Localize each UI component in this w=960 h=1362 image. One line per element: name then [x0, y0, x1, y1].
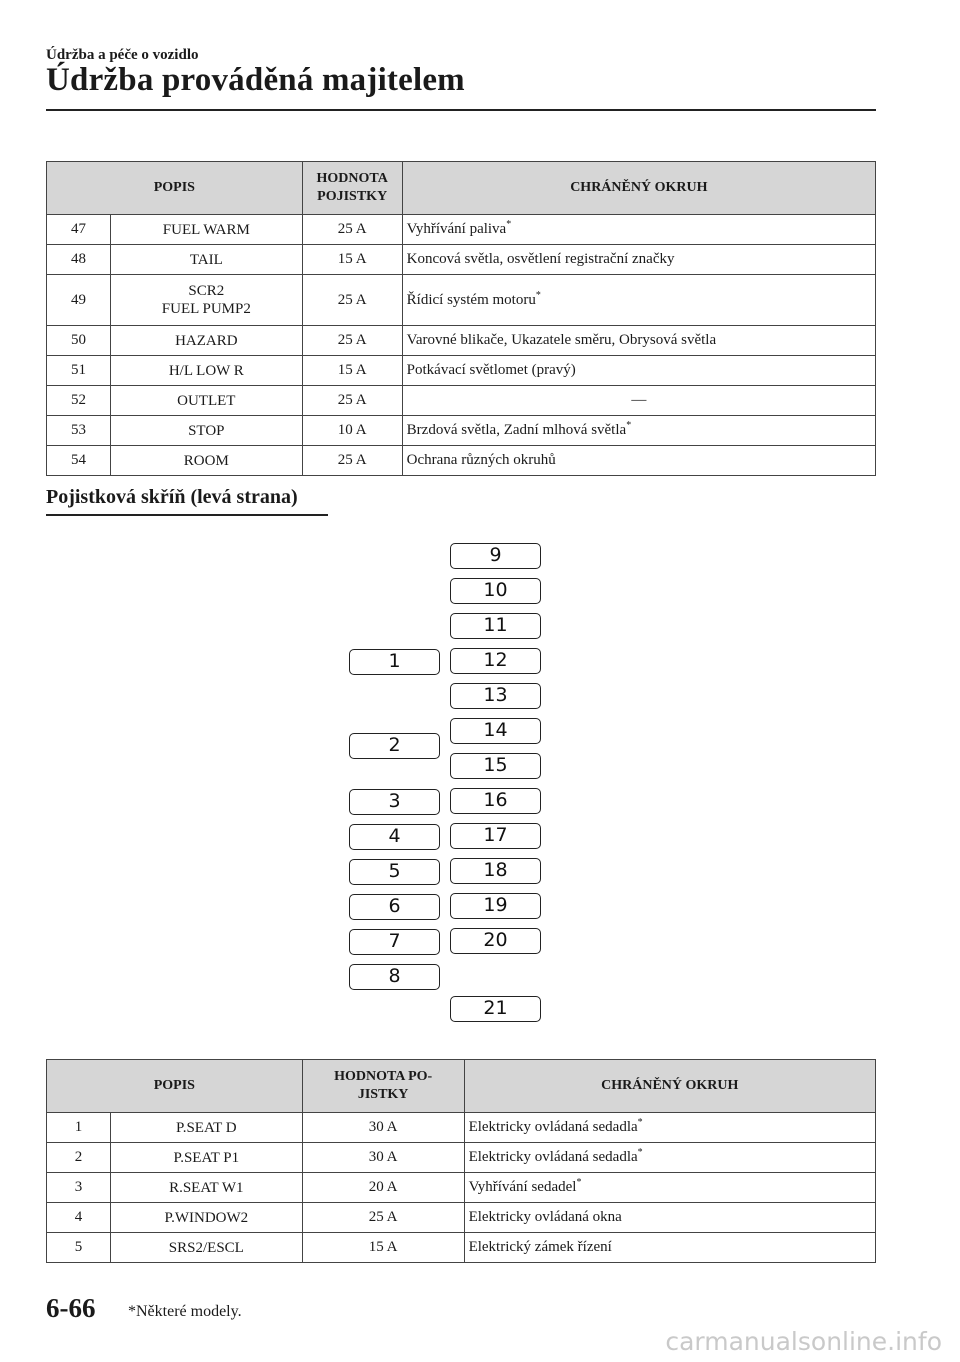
- fuse-slot-18: 18: [450, 858, 541, 884]
- fuse-number-text: 3: [74, 1179, 83, 1195]
- fuse-description: [110, 245, 302, 275]
- fuse-number: [47, 1143, 111, 1173]
- fuse-description-text: P.SEAT P1: [173, 1149, 240, 1166]
- fuse-slot-8: 8: [349, 964, 440, 990]
- fuse-description-text: ROOM: [183, 452, 229, 469]
- fuse-number: [47, 326, 111, 356]
- fuse-rating: [302, 356, 402, 386]
- fuse-slot-3: 3: [349, 789, 440, 815]
- fuse-number: [47, 446, 111, 476]
- fuse-slot-16: 16: [450, 788, 541, 814]
- fuse-slot-17: 17: [450, 823, 541, 849]
- fuse-description: [110, 1233, 302, 1263]
- fuse-rating-text: 25 A: [337, 221, 367, 237]
- protected-circuit-text: Brzdová světla, Zadní mlhová světla: [406, 422, 627, 438]
- fuse-slot-19: 19: [450, 893, 541, 919]
- fuse-number: [47, 1233, 111, 1263]
- protected-circuit: [402, 245, 875, 275]
- fuse-rating: [302, 446, 402, 476]
- fuse-description-text: OUTLET: [177, 392, 236, 409]
- fuse-slot-15: 15: [450, 753, 541, 779]
- fuse-description-text: TAIL: [189, 251, 223, 268]
- fuse-rating: [302, 1173, 464, 1203]
- fuse-description: [110, 1173, 302, 1203]
- table-row: [47, 326, 876, 356]
- fuse-number: [47, 1203, 111, 1233]
- table-row: [47, 356, 876, 386]
- protected-circuit-text: Řídicí systém motoru: [406, 291, 536, 308]
- protected-circuit: [402, 356, 875, 386]
- fuse-number-text: 52: [70, 392, 86, 408]
- fuse-slot-2: 2: [349, 733, 440, 759]
- fuse-description-text: STOP: [188, 422, 225, 439]
- fuse-number: [47, 215, 111, 245]
- fuse-rating-text: 30 A: [368, 1149, 398, 1165]
- fuse-slot-1: 1: [349, 649, 440, 675]
- fuse-rating-text: 25 A: [337, 332, 367, 348]
- fuse-rating-text: 15 A: [337, 362, 367, 378]
- fuse-description: [110, 386, 302, 416]
- fuse-rating: [302, 1143, 464, 1173]
- table-row: [47, 275, 876, 326]
- fuse-number-text: 48: [70, 251, 86, 267]
- fuse-number-text: 51: [70, 362, 86, 378]
- fuse-slot-10: 10: [450, 578, 541, 604]
- fuse-number-text: 5: [74, 1239, 83, 1255]
- protected-circuit-text: Potkávací světlomet (pravý): [406, 362, 576, 378]
- header-rating: HODNOTA POJISTKY: [302, 162, 402, 215]
- header-rating: HODNOTA PO- JISTKY: [302, 1060, 464, 1113]
- header-description: POPIS: [47, 1060, 303, 1113]
- fuse-number: [47, 1113, 111, 1143]
- heading-underline: [46, 514, 328, 516]
- protected-circuit-text: Vyhřívání paliva: [406, 221, 507, 237]
- fuse-rating-text: 25 A: [337, 291, 367, 308]
- fuse-rating: [302, 1203, 464, 1233]
- fuse-number-text: 1: [74, 1119, 83, 1135]
- fuse-rating-text: 10 A: [337, 422, 367, 438]
- fuse-number: [47, 1173, 111, 1203]
- fuse-description-text: H/L LOW R: [168, 362, 244, 379]
- fuse-number: [47, 275, 111, 326]
- fuse-description-text: SCR2 FUEL PUMP2: [161, 283, 251, 317]
- table-row: [47, 215, 876, 245]
- header-description: POPIS: [47, 162, 303, 215]
- fuse-slot-14: 14: [450, 718, 541, 744]
- fuse-number: [47, 386, 111, 416]
- protected-circuit-text: Elektricky ovládaná sedadla: [468, 1119, 638, 1135]
- fuse-slot-6: 6: [349, 894, 440, 920]
- table-row: [47, 1203, 876, 1233]
- fuse-slot-9: 9: [450, 543, 541, 569]
- fuse-number-text: 2: [74, 1149, 83, 1165]
- fuse-number: [47, 416, 111, 446]
- protected-circuit-text: Koncová světla, osvětlení registrační značky: [406, 251, 675, 267]
- fuse-description-text: P.SEAT D: [176, 1119, 237, 1136]
- fuse-number: [47, 245, 111, 275]
- fuse-number-text: 49: [70, 291, 86, 308]
- fuse-description: [110, 326, 302, 356]
- section-label: Údržba a péče o vozidlo: [46, 47, 199, 63]
- fuse-description-text: SRS2/ESCL: [168, 1239, 244, 1256]
- footnote-marker: *: [637, 1117, 643, 1128]
- table-row: [47, 1113, 876, 1143]
- header-circuit: CHRÁNĚNÝ OKRUH: [402, 162, 875, 215]
- fuse-rating-text: 15 A: [368, 1239, 398, 1255]
- table-row: [47, 386, 876, 416]
- protected-circuit: [402, 416, 875, 446]
- fuse-slot-5: 5: [349, 859, 440, 885]
- protected-circuit-text: Vyhřívání sedadel: [468, 1179, 577, 1195]
- fuse-description: [110, 1203, 302, 1233]
- fuse-description-text: P.WINDOW2: [164, 1209, 249, 1226]
- fuse-rating: [302, 215, 402, 245]
- table-row: [47, 1173, 876, 1203]
- fuse-description: [110, 1143, 302, 1173]
- protected-circuit: [402, 326, 875, 356]
- fuse-description: [110, 275, 302, 326]
- fuse-slot-4: 4: [349, 824, 440, 850]
- protected-circuit: [464, 1173, 875, 1203]
- protected-circuit: [464, 1203, 875, 1233]
- fuse-number-text: 47: [70, 221, 86, 237]
- protected-circuit-text: Elektricky ovládaná sedadla: [468, 1149, 638, 1165]
- protected-circuit: [402, 446, 875, 476]
- fuse-slot-13: 13: [450, 683, 541, 709]
- protected-circuit: [464, 1113, 875, 1143]
- fuse-table-bottom: [46, 1059, 876, 1263]
- fuse-slot-21: 21: [450, 996, 541, 1022]
- protected-circuit: [464, 1143, 875, 1173]
- footnote-marker: *: [626, 420, 632, 431]
- protected-circuit-text: Ochrana různých okruhů: [406, 452, 556, 468]
- table-row: [47, 245, 876, 275]
- fuse-number-text: 4: [74, 1209, 83, 1225]
- footnote-marker: *: [506, 219, 512, 230]
- fuse-description: [110, 215, 302, 245]
- fuse-number-text: 53: [70, 422, 86, 438]
- fuse-description-text: R.SEAT W1: [169, 1179, 244, 1196]
- fuse-slot-11: 11: [450, 613, 541, 639]
- fuse-slot-12: 12: [450, 648, 541, 674]
- table-row: [47, 416, 876, 446]
- table-header-row: [47, 1060, 876, 1113]
- page-number: 6-66: [46, 1293, 96, 1323]
- title-divider: [46, 109, 876, 111]
- fuse-rating-text: 30 A: [368, 1119, 398, 1135]
- fuse-description: [110, 416, 302, 446]
- protected-circuit-text: —: [631, 392, 647, 408]
- footnote-marker: *: [637, 1147, 643, 1158]
- fuse-rating: [302, 1113, 464, 1143]
- protected-circuit-text: Elektricky ovládaná okna: [468, 1209, 622, 1225]
- fuse-rating: [302, 386, 402, 416]
- protected-circuit: [402, 275, 875, 326]
- fuse-rating: [302, 416, 402, 446]
- fuse-slot-7: 7: [349, 929, 440, 955]
- fuse-rating: [302, 275, 402, 326]
- footnote-marker: *: [576, 1177, 582, 1188]
- fuse-number: [47, 356, 111, 386]
- watermark: carmanualsonline.info: [665, 1327, 942, 1356]
- fuse-slot-20: 20: [450, 928, 541, 954]
- page-title: Údržba prováděná majitelem: [46, 62, 465, 98]
- fuse-rating-text: 15 A: [337, 251, 367, 267]
- fuse-rating-text: 25 A: [337, 392, 367, 408]
- fuse-number-text: 54: [70, 452, 86, 468]
- fuse-description: [110, 1113, 302, 1143]
- footnote: *Některé modely.: [128, 1303, 242, 1320]
- fusebox-left-heading: Pojistková skříň (levá strana): [46, 486, 298, 508]
- header-circuit: CHRÁNĚNÝ OKRUH: [464, 1060, 875, 1113]
- fuse-rating-text: 25 A: [337, 452, 367, 468]
- fuse-rating-text: 20 A: [368, 1179, 398, 1195]
- protected-circuit: [402, 215, 875, 245]
- fuse-rating: [302, 1233, 464, 1263]
- fuse-description: [110, 446, 302, 476]
- table-row: [47, 1143, 876, 1173]
- fuse-table-top: [46, 161, 876, 476]
- fuse-rating: [302, 245, 402, 275]
- fuse-rating-text: 25 A: [368, 1209, 398, 1225]
- footnote-marker: *: [535, 289, 541, 301]
- protected-circuit-text: Varovné blikače, Ukazatele směru, Obrysová světla: [406, 332, 717, 348]
- fuse-description: [110, 356, 302, 386]
- fuse-description-text: FUEL WARM: [162, 221, 250, 238]
- table-row: [47, 1233, 876, 1263]
- fuse-rating: [302, 326, 402, 356]
- fuse-description-text: HAZARD: [175, 332, 238, 349]
- protected-circuit: [402, 386, 875, 416]
- fuse-number-text: 50: [70, 332, 86, 348]
- protected-circuit-text: Elektrický zámek řízení: [468, 1239, 612, 1255]
- protected-circuit: [464, 1233, 875, 1263]
- table-header-row: [47, 162, 876, 215]
- table-row: [47, 446, 876, 476]
